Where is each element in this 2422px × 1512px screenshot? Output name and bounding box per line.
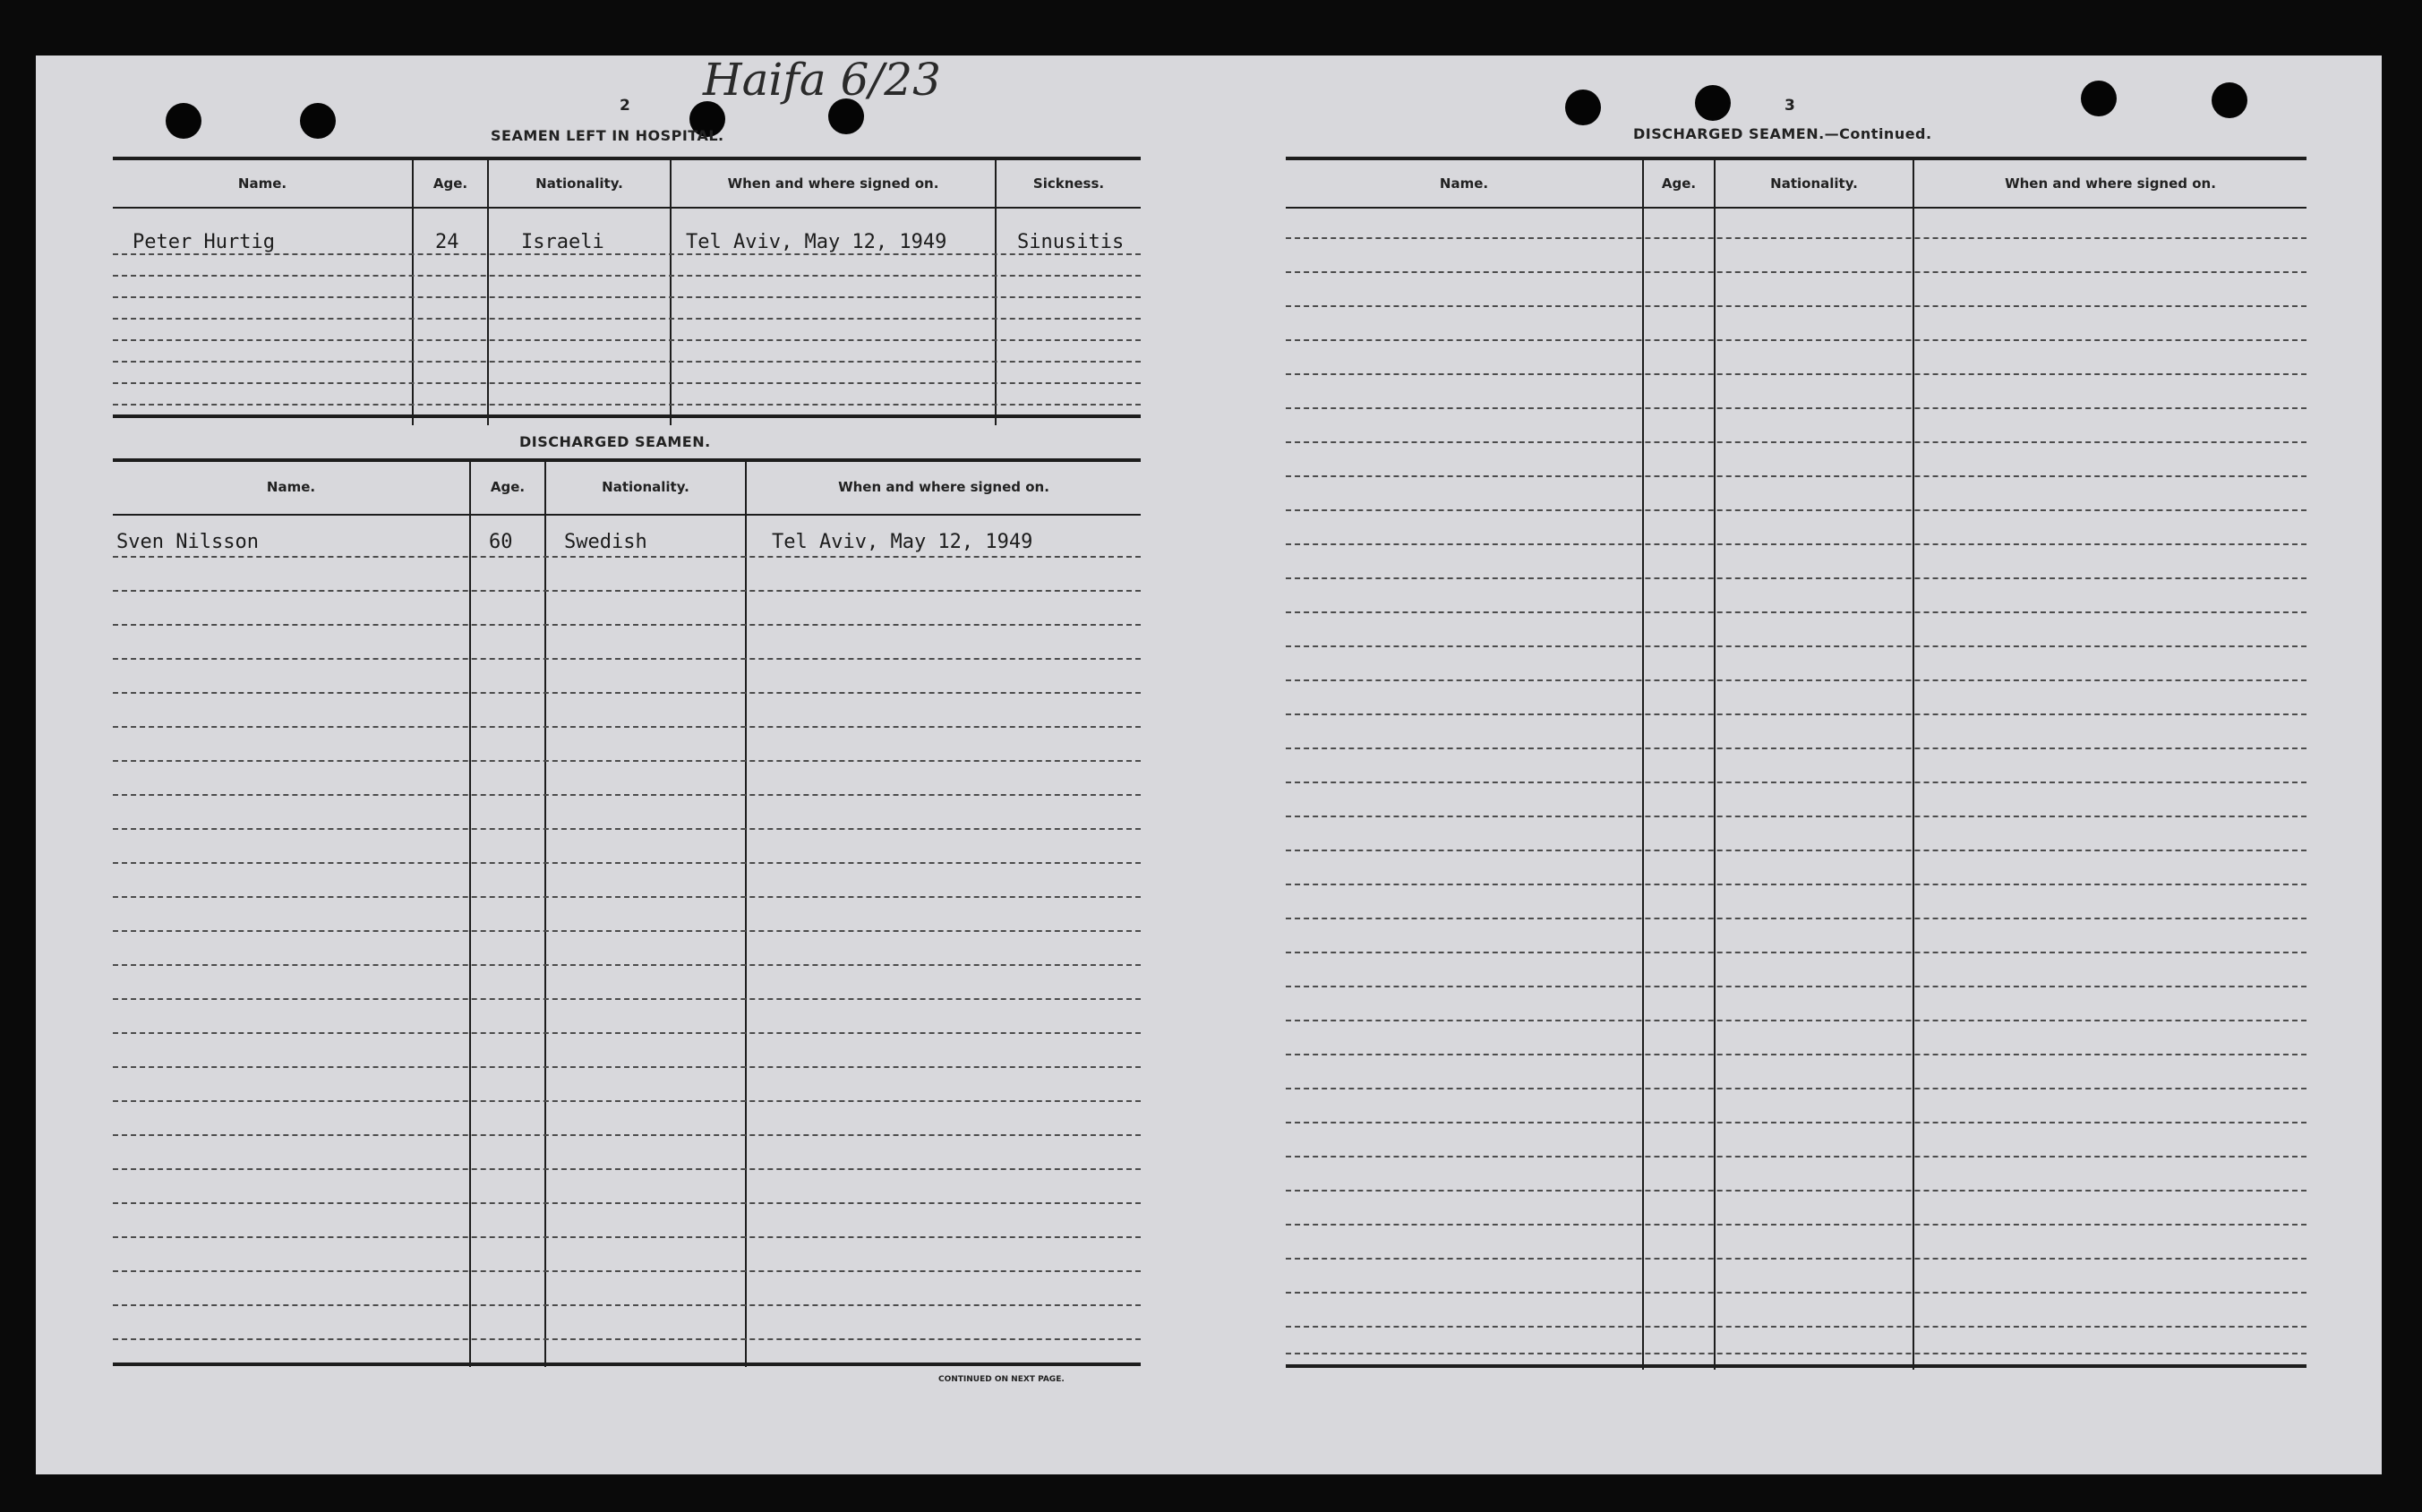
column-header-signed-on: When and where signed on. [838,479,1049,495]
discharged-continued-table [1286,157,2306,1370]
punch-hole [2081,81,2117,116]
table-cell-nationality: Swedish [564,531,647,553]
table-cell-name: Peter Hurtig [133,231,275,253]
handwritten-annotation: Haifa 6/23 [703,54,941,106]
column-header-name: Name. [237,175,287,192]
table-cell-sickness: Sinusitis [1017,231,1125,253]
column-header-signed-on: When and where signed on. [2005,175,2216,192]
table-cell-nationality: Israeli [521,231,604,253]
punch-hole [166,103,201,139]
punch-hole [2212,82,2247,118]
discharged-continued-title: DISCHARGED SEAMEN.—Continued. [1633,125,1932,142]
punch-hole [300,103,336,139]
column-header-sickness: Sickness. [1032,175,1105,192]
punch-hole [1695,85,1731,121]
table-cell-signed-on: Tel Aviv, May 12, 1949 [686,231,947,253]
table-cell-age: 24 [435,231,459,253]
punch-hole [1565,90,1601,125]
column-header-name: Name. [1439,175,1489,192]
discharged-section-title: DISCHARGED SEAMEN. [519,433,711,450]
table-cell-age: 60 [489,531,513,553]
hospital-section-title: SEAMEN LEFT IN HOSPITAL. [491,127,724,144]
continued-footer: CONTINUED ON NEXT PAGE. [938,1375,1065,1384]
table-cell-signed-on: Tel Aviv, May 12, 1949 [772,531,1033,553]
table-cell-name: Sven Nilsson [116,531,259,553]
column-header-name: Name. [266,479,316,495]
column-header-age: Age. [490,479,526,495]
discharged-table [113,458,1141,1367]
column-header-nationality: Nationality. [602,479,689,495]
page-number: 3 [1784,97,1795,115]
column-header-age: Age. [432,175,468,192]
column-header-nationality: Nationality. [535,175,623,192]
column-header-nationality: Nationality. [1770,175,1858,192]
column-header-age: Age. [1661,175,1697,192]
hospital-table [113,157,1141,425]
page-number: 2 [620,97,630,115]
column-header-signed-on: When and where signed on. [727,175,939,192]
